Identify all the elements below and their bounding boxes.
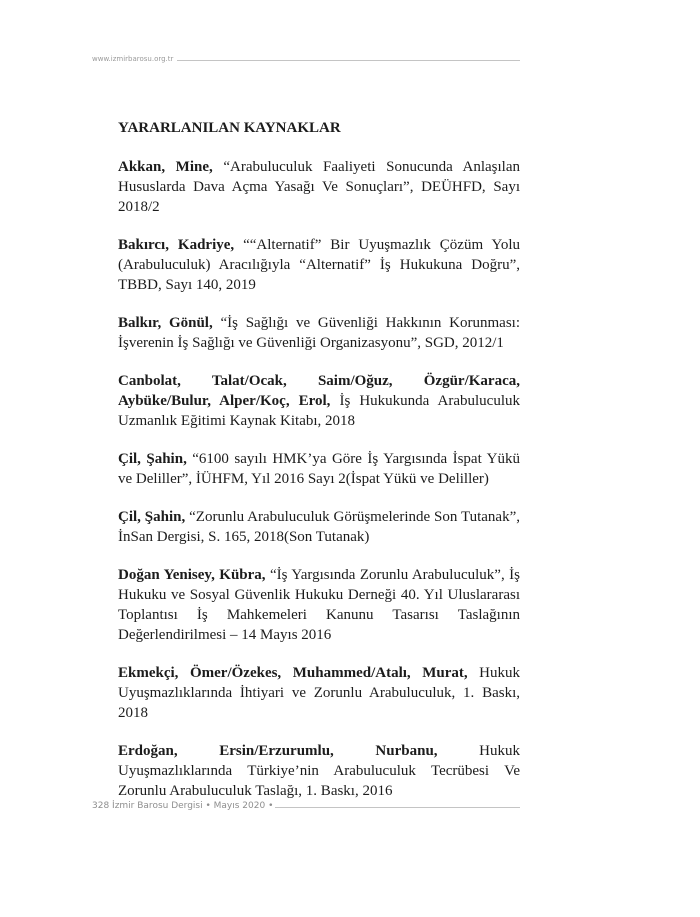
reference-text: ““Alternatif” Bir Uyuşmazlık Çözüm Yolu (Arabuluculuk) Aracılığıyla “Alternatif” İş Hukukuna Doğru”, TBBD, Sayı 140, 2019 xyxy=(118,237,520,293)
reference-text: İş Hukukunda Arabuluculuk Uzmanlık Eğitimi Kaynak Kitabı, 2018 xyxy=(118,393,520,429)
reference-item xyxy=(118,157,520,217)
reference-text: “İş Yargısında Zorunlu Arabuluculuk”, İş Hukuku ve Sosyal Güvenlik Hukuku Derneği 40. Yıl Uluslararası Toplantısı İş Mahkemeleri Kanunu Tasarısı Taslağının Değerlendirilmesi – 14 Mayıs 2016 xyxy=(118,567,520,643)
reference-authors: Ekmekçi, Ömer/Özekes, Muhammed/Atalı, Murat, xyxy=(118,665,468,681)
reference-authors: Erdoğan, Ersin/Erzurumlu, Nurbanu, xyxy=(118,743,438,759)
reference-authors: Akkan, Mine, xyxy=(118,159,213,175)
reference-item xyxy=(118,663,520,723)
reference-item xyxy=(118,565,520,645)
page-footer xyxy=(92,801,520,813)
reference-text: “6100 sayılı HMK’ya Göre İş Yargısında İspat Yükü ve Deliller”, İÜHFM, Yıl 2016 Sayı 2(İspat Yükü ve Deliller) xyxy=(118,451,520,487)
reference-authors: Canbolat, Talat/Ocak, Saim/Oğuz, Özgür/Karaca, Aybüke/Bulur, Alper/Koç, Erol, xyxy=(118,373,520,409)
reference-authors: Balkır, Gönül, xyxy=(118,315,213,331)
reference-text: “İş Sağlığı ve Güvenliği Hakkının Korunması: İşverenin İş Sağlığı ve Güvenliği Organizasyonu”, SGD, 2012/1 xyxy=(118,315,521,351)
reference-item xyxy=(118,371,520,431)
reference-item xyxy=(118,449,520,489)
references-section xyxy=(118,118,520,819)
reference-authors: Çil, Şahin, xyxy=(118,451,187,467)
reference-item xyxy=(118,507,520,547)
reference-text: Hukuk Uyuşmazlıklarında İhtiyari ve Zorunlu Arabuluculuk, 1. Baskı, 2018 xyxy=(118,665,520,721)
page-header xyxy=(92,55,520,65)
section-heading: YARARLANILAN KAYNAKLAR xyxy=(118,120,341,136)
reference-authors: Doğan Yenisey, Kübra, xyxy=(118,567,266,583)
reference-item xyxy=(118,235,520,295)
reference-authors: Bakırcı, Kadriye, xyxy=(118,237,235,253)
footer-text: 328 İzmir Barosu Dergisi • Mayıs 2020 • xyxy=(92,801,274,811)
reference-item xyxy=(118,741,520,801)
reference-text: “Zorunlu Arabuluculuk Görüşmelerinde Son Tutanak”, İnSan Dergisi, S. 165, 2018(Son Tutanak) xyxy=(118,509,520,545)
reference-item xyxy=(118,313,520,353)
header-url: www.izmirbarosu.org.tr xyxy=(92,55,177,63)
reference-text: “Arabuluculuk Faaliyeti Sonucunda Anlaşılan Hususlarda Dava Açma Yasağı Ve Sonuçları”, DEÜHFD, Sayı 2018/2 xyxy=(118,159,520,215)
reference-authors: Çil, Şahin, xyxy=(118,509,186,525)
reference-text: Hukuk Uyuşmazlıklarında Türkiye’nin Arabuluculuk Tecrübesi Ve Zorunlu Arabuluculuk Taslağı, 1. Baskı, 2016 xyxy=(118,743,520,799)
